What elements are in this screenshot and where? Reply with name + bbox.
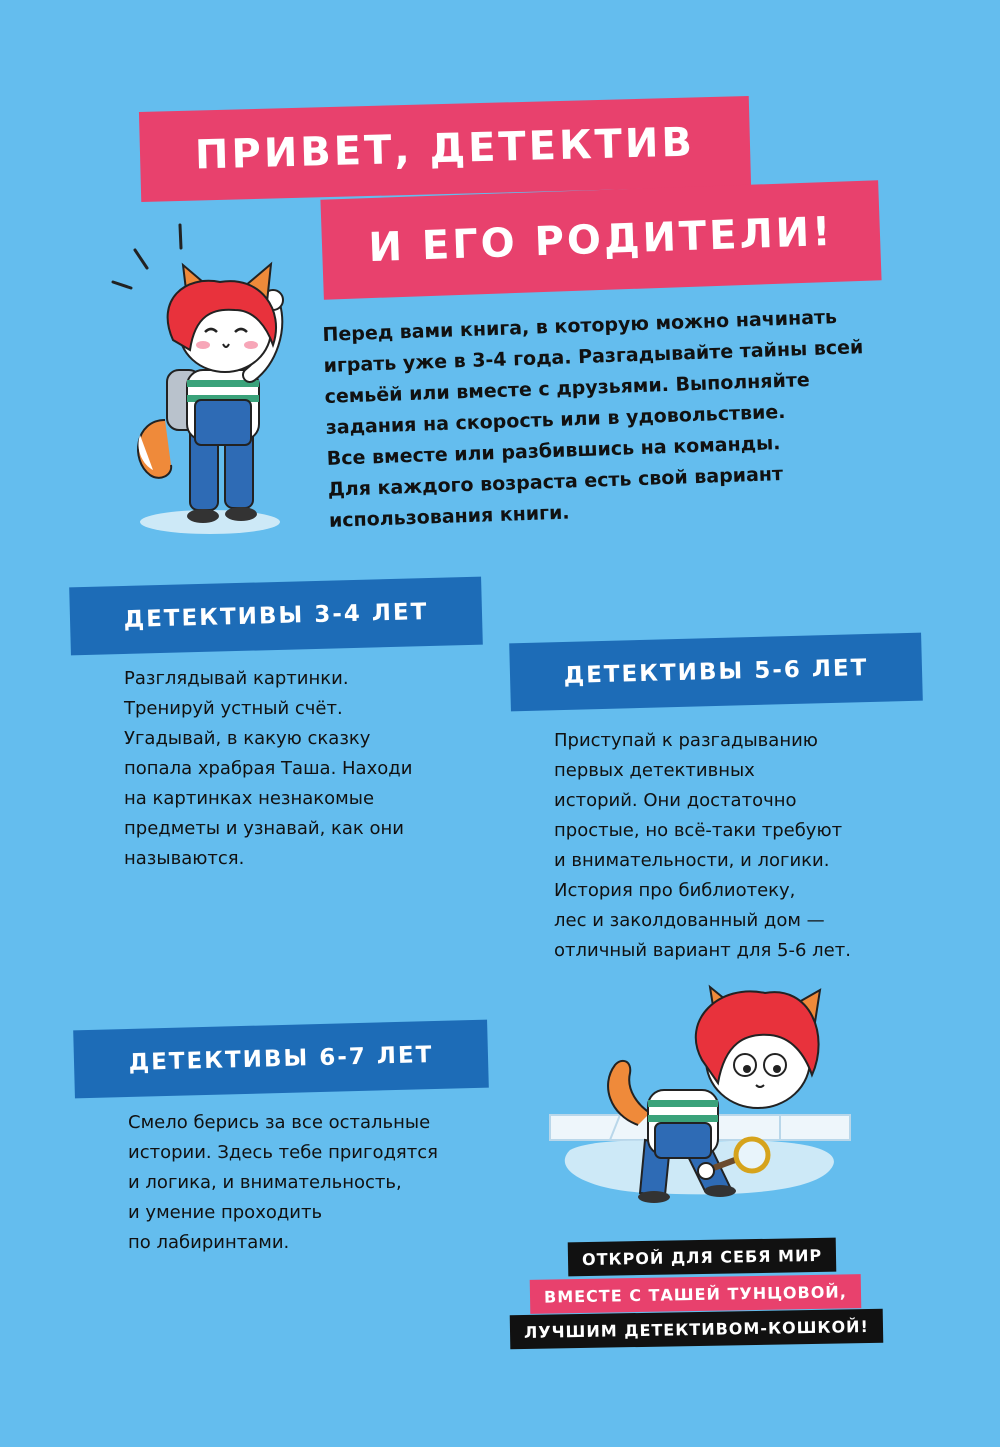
intro-line: играть уже в 3-4 года. Разгадывайте тайны всей: [323, 336, 864, 377]
intro-line: Все вместе или разбившись на команды.: [326, 432, 781, 470]
section-title: ДЕТЕКТИВЫ 6-7 ЛЕТ: [128, 1042, 434, 1076]
tagline-line3: [510, 1309, 883, 1350]
section-text-6-7: [128, 1108, 488, 1258]
text-line: и логика, и внимательность,: [128, 1172, 402, 1193]
text-line: и умение проходить: [128, 1202, 323, 1223]
section-title: ДЕТЕКТИВЫ 3-4 ЛЕТ: [123, 599, 429, 633]
section-title: ДЕТЕКТИВЫ 5-6 ЛЕТ: [563, 655, 869, 689]
intro-line: Для каждого возраста есть свой вариант: [327, 463, 784, 501]
text-line: лес и заколдованный дом —: [554, 910, 825, 931]
text-line: История про библиотеку,: [554, 880, 796, 901]
text-line: попала храбрая Таша. Находи: [124, 758, 413, 779]
text-line: Смело берись за все остальные: [128, 1112, 431, 1133]
text-line: Приступай к разгадыванию: [554, 730, 818, 751]
intro-line: задания на скорость или в удовольствие.: [325, 400, 786, 439]
section-banner-5-6: [509, 633, 923, 712]
text-line: истории. Здесь тебе пригодятся: [128, 1142, 438, 1163]
text-line: отличный вариант для 5-6 лет.: [554, 940, 851, 961]
section-banner-3-4: [69, 577, 483, 656]
page-title-line1: ПРИВЕТ, ДЕТЕКТИВ: [194, 119, 696, 179]
intro-line: Перед вами книга, в которую можно начинать: [322, 306, 838, 346]
tagline-text: ОТКРОЙ ДЛЯ СЕБЯ МИР: [581, 1245, 823, 1269]
text-line: Тренируй устный счёт.: [124, 698, 343, 719]
cat-waving-illustration: [95, 220, 305, 540]
text-line: предметы и узнавай, как они: [124, 818, 404, 839]
section-text-5-6: [554, 726, 934, 966]
text-line: простые, но всё-таки требуют: [554, 820, 843, 841]
tagline-text: ВМЕСТЕ С ТАШЕЙ ТУНЦОВОЙ,: [543, 1281, 847, 1307]
tagline-line1: [568, 1238, 837, 1277]
section-banner-6-7: [73, 1020, 489, 1099]
intro-paragraph: [322, 301, 869, 537]
text-line: первых детективных: [554, 760, 755, 781]
tagline-text: ЛУЧШИМ ДЕТЕКТИВОМ-КОШКОЙ!: [523, 1316, 869, 1342]
text-line: на картинках незнакомые: [124, 788, 375, 809]
section-text-3-4: [124, 664, 484, 874]
text-line: Угадывай, в какую сказку: [124, 728, 371, 749]
intro-line: использования книги.: [328, 501, 570, 532]
intro-line: семьёй или вместе с друзьями. Выполняйте: [324, 369, 811, 408]
text-line: и внимательности, и логики.: [554, 850, 830, 871]
title-banner-line2: [320, 180, 881, 299]
title-banner-line1: [139, 96, 751, 202]
tagline-line2: [530, 1274, 861, 1314]
cat-magnifier-illustration: [530, 965, 870, 1215]
text-line: историй. Они достаточно: [554, 790, 797, 811]
text-line: называются.: [124, 848, 245, 869]
text-line: по лабиринтами.: [128, 1232, 290, 1253]
text-line: Разглядывай картинки.: [124, 668, 349, 689]
page-title-line2: И ЕГО РОДИТЕЛИ!: [367, 208, 835, 272]
